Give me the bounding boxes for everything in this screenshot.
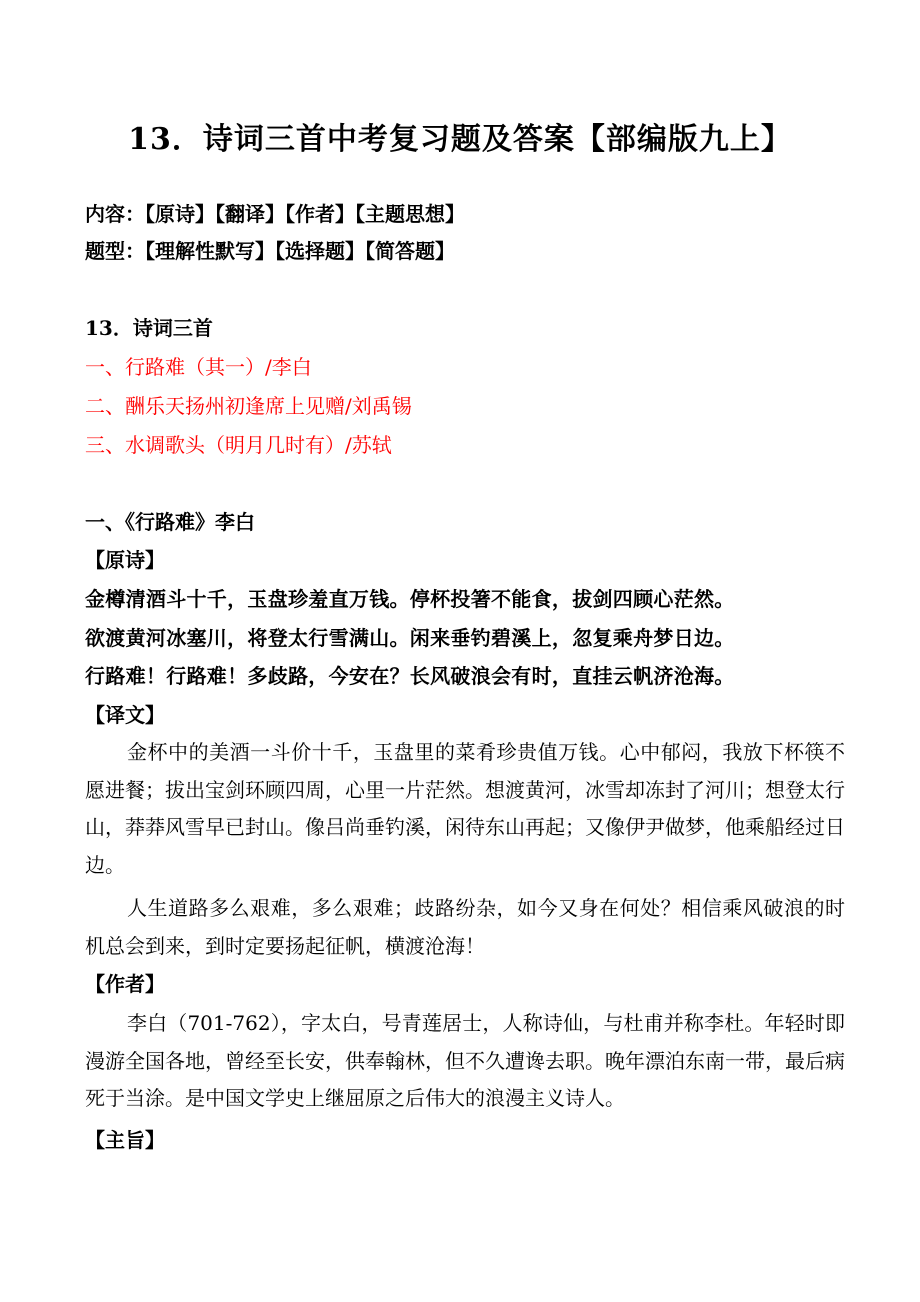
translation-paragraph-1: 金杯中的美酒一斗价十千，玉盘里的菜肴珍贵值万钱。心中郁闷，我放下杯筷不愿进餐；拔出宝剑环顾四周，心里一片茫然。想渡黄河，冰雪却冻封了河川；想登太行山，莽莽风雪早已封山。像吕尚垂钓溪，闲待东山再起；又像伊尹做梦，他乘船经过日边。: [85, 740, 845, 877]
author-paragraph: 李白（701-762），字太白，号青莲居士，人称诗仙，与杜甫并称李杜。年轻时即漫游全国各地，曾经至长安，供奉翰林，但不久遭谗去职。晚年漂泊东南一带，最后病死于当涂。是中国文学史上继屈原之后伟大的浪漫主义诗人。: [85, 1011, 845, 1110]
poem-line-3: 行路难！行路难！多歧路，今安在？长风破浪会有时，直挂云帆济沧海。: [85, 664, 735, 688]
question-type-line: 题型：【理解性默写】【选择题】【简答题】: [85, 239, 455, 263]
poem-line-1: 金樽清酒斗十千，玉盘珍羞直万钱。停杯投箸不能食，拔剑四顾心茫然。: [85, 587, 735, 611]
translation-label: 【译文】: [85, 703, 165, 727]
poem-line-2: 欲渡黄河冰塞川，将登太行雪满山。闲来垂钓碧溪上，忽复乘舟梦日边。: [85, 626, 735, 650]
theme-label: 【主旨】: [85, 1128, 165, 1152]
content-line: 内容：【原诗】【翻译】【作者】【主题思想】: [85, 202, 465, 226]
translation-paragraph-2: 人生道路多么艰难，多么艰难；歧路纷杂，如今又身在何处？相信乘风破浪的时机总会到来，到时定要扬起征帆，横渡沧海！: [85, 896, 845, 958]
author-label: 【作者】: [85, 972, 165, 996]
toc-item-2: 二、酬乐天扬州初逢席上见赠/刘禹锡: [85, 394, 412, 418]
toc-item-1: 一、行路难（其一）/李白: [85, 355, 312, 379]
toc-heading: 13．诗词三首: [85, 316, 213, 340]
page-title: 13．诗词三首中考复习题及答案【部编版九上】: [128, 122, 792, 157]
toc-item-3: 三、水调歌头（明月几时有）/苏轼: [85, 433, 392, 457]
poem-label: 【原诗】: [85, 548, 165, 572]
section-heading: 一、《行路难》李白: [85, 510, 255, 534]
